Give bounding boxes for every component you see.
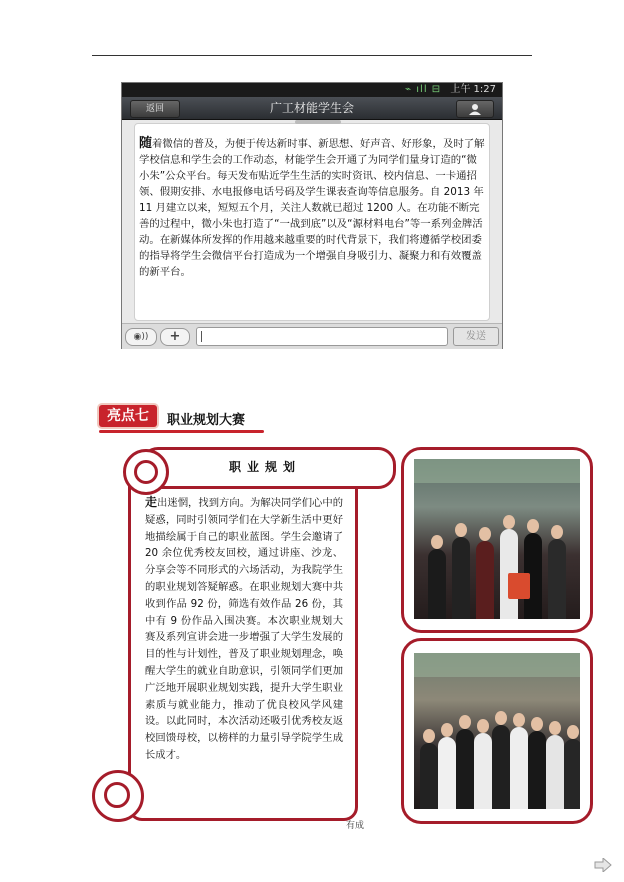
input-bar bbox=[122, 323, 502, 349]
person bbox=[528, 731, 546, 809]
scroll-curl-top-inner bbox=[134, 460, 158, 484]
plus-button[interactable] bbox=[160, 328, 190, 346]
signal-icon: ⌁ ıll ⊟ bbox=[405, 84, 442, 95]
head bbox=[527, 519, 539, 533]
scroll-initial: 走 bbox=[145, 495, 158, 509]
scroll-heading: 职业规划 bbox=[228, 460, 301, 474]
message-text bbox=[139, 136, 485, 280]
profile-button[interactable] bbox=[456, 100, 494, 118]
person bbox=[564, 739, 580, 809]
highlight-badge: 亮点七 bbox=[99, 405, 157, 427]
person-icon bbox=[457, 101, 493, 117]
scroll-text bbox=[145, 494, 343, 764]
head bbox=[431, 535, 443, 549]
person bbox=[428, 549, 446, 619]
head bbox=[503, 515, 515, 529]
section-underline bbox=[99, 430, 264, 433]
head bbox=[477, 719, 489, 733]
person bbox=[456, 729, 474, 809]
person bbox=[546, 735, 564, 809]
chat-title: 广工材能学生会 bbox=[269, 101, 354, 115]
head bbox=[551, 525, 563, 539]
scroll-body-text: 出迷惘，找到方向。为解决同学们心中的疑惑，同时引领同学们在大学新生活中更好地描绘属于自己的职业蓝图。学生会邀请了 20 余位优秀校友回校，通过讲座、沙龙、分享会等不同形式的六场活动，为我院学生的职业规划答疑解惑。在职业规划大赛中共收到作品 92 份，筛选有效作品 26 份，其中有 9 份作品入围决赛。本次职业规划大赛及系列宣讲会进一步增强了大学生发展的目的性与计划性，普及了职业规划理念，唤醒大学生的就业自助意识，引领同学们更加广泛地开展职业规划实践，提升大学生职业素质与就业能力，推动了优良校风学风建设。以此同时，本次活动还吸引优秀校友返校回馈母校，以榜样的力量引导学院学生成长成才。 bbox=[145, 497, 343, 761]
head bbox=[513, 713, 525, 727]
head bbox=[567, 725, 579, 739]
next-page-arrow-icon[interactable] bbox=[594, 858, 612, 872]
person bbox=[476, 541, 494, 619]
photo-frame-top bbox=[401, 447, 593, 633]
head bbox=[455, 523, 467, 537]
head bbox=[479, 527, 491, 541]
head bbox=[423, 729, 435, 743]
message-body: 着微信的普及，为便于传达新时事、新思想、好声音、好形象，及时了解学校信息和学生会的工作动态，材能学生会开通了为同学们量身订造的“微小朱”公众平台。每天发布贴近学生生活的实时资讯、校内信息、一卡通招领、假期安排、水电报修电话号码及学生课表查询等信息服务。自 2013 年 11 月建立以来，短短五个月，关注人数就已超过 1200 人。在功能不断完善的过程中，微小朱也打造了“一战到底”以及“源材料电台”等一系列金牌活动。在新媒体所发挥的作用越来越重要的时代背景下，我们将遵循学校团委的指导将学生会微信平台打造成为一个增强自身吸引力、凝聚力和有效覆盖的新平台。 bbox=[139, 138, 485, 278]
group-photo-award bbox=[414, 459, 580, 619]
send-button[interactable]: 发送 bbox=[453, 327, 499, 346]
voice-icon: ◉)) bbox=[133, 332, 149, 342]
person bbox=[420, 743, 438, 809]
footer-text: 有成 bbox=[346, 821, 365, 831]
status-bar bbox=[122, 83, 502, 97]
nav-bar bbox=[122, 97, 502, 120]
wechat-screenshot bbox=[121, 82, 503, 349]
person bbox=[474, 733, 492, 809]
person bbox=[510, 727, 528, 809]
head bbox=[549, 721, 561, 735]
plus-icon: + bbox=[169, 329, 181, 344]
status-time: 上午 1:27 bbox=[450, 84, 496, 95]
text-caret bbox=[201, 331, 202, 342]
back-button[interactable]: 返回 bbox=[130, 100, 180, 118]
message-initial: 随 bbox=[139, 136, 153, 151]
section-title: 职业规划大赛 bbox=[167, 413, 246, 428]
header-rule bbox=[92, 55, 532, 56]
head bbox=[459, 715, 471, 729]
message-input[interactable] bbox=[196, 327, 448, 346]
person bbox=[438, 737, 456, 809]
person bbox=[452, 537, 470, 619]
banner-in-photo bbox=[414, 653, 580, 677]
award-certificate bbox=[508, 573, 530, 599]
head bbox=[495, 711, 507, 725]
voice-button[interactable] bbox=[125, 328, 157, 346]
message-card bbox=[134, 123, 490, 321]
scroll-curl-bottom-inner bbox=[104, 782, 130, 808]
card-grip bbox=[295, 120, 341, 124]
photo-frame-bottom bbox=[401, 638, 593, 824]
banner-in-photo bbox=[414, 459, 580, 483]
person bbox=[492, 725, 510, 809]
head bbox=[441, 723, 453, 737]
group-photo-finalists bbox=[414, 653, 580, 809]
head bbox=[531, 717, 543, 731]
person bbox=[548, 539, 566, 619]
